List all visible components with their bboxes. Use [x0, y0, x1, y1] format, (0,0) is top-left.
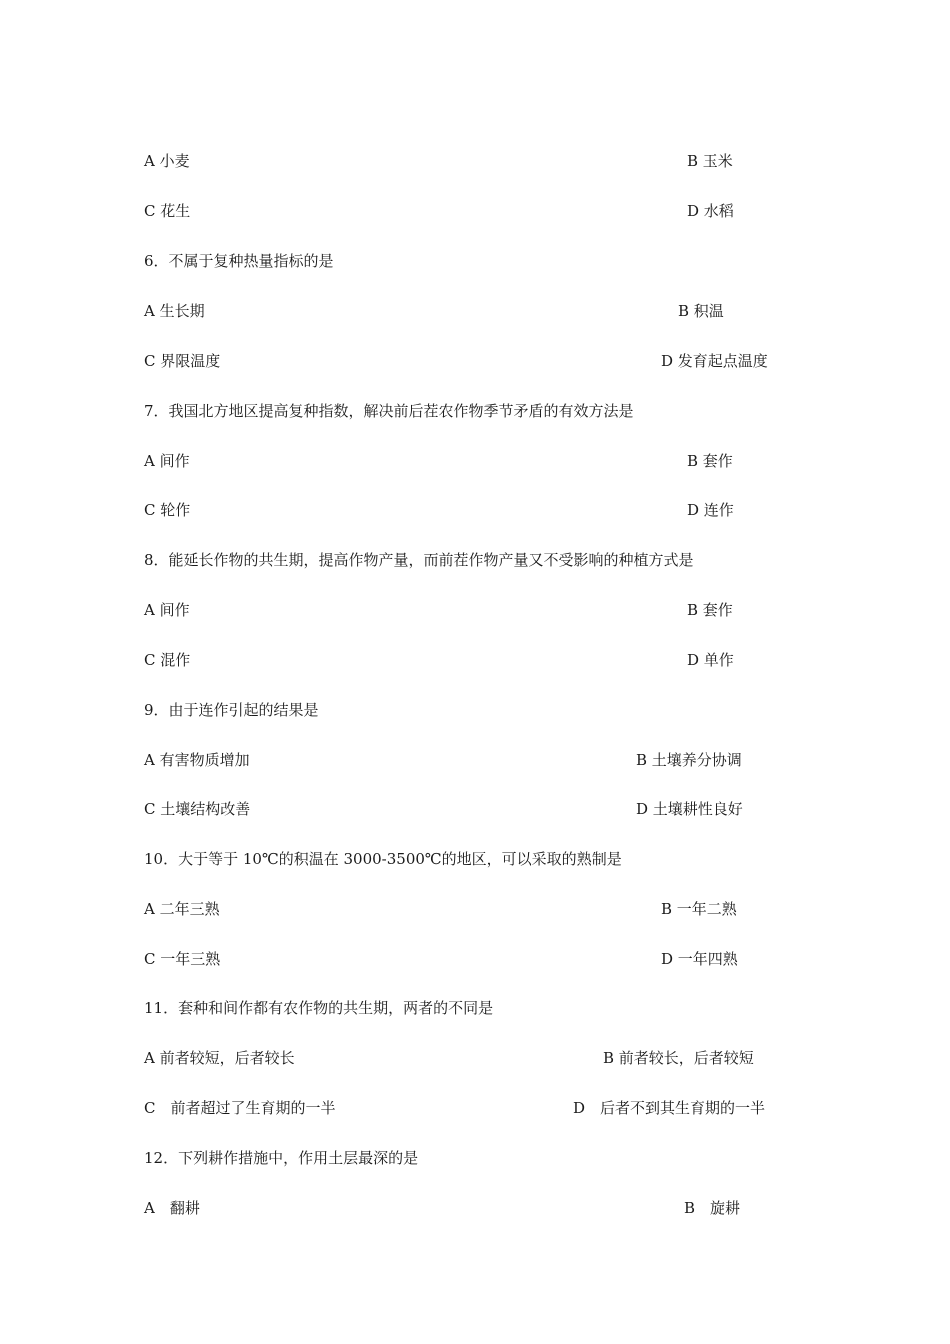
option-d: D 后者不到其生育期的一半	[573, 1099, 766, 1117]
option-d: D 发育起点温度	[661, 352, 768, 370]
option-c: C 前者超过了生育期的一半	[144, 1099, 336, 1117]
option-c: C 土壤结构改善	[144, 800, 251, 818]
option-d: D 土壤耕性良好	[636, 800, 743, 818]
option-a: A 小麦	[144, 152, 190, 170]
option-d: D 水稻	[687, 202, 734, 220]
option-b: B 套作	[687, 452, 733, 470]
option-b: B 套作	[687, 601, 733, 619]
question-9: 9．由于连作引起的结果是	[144, 701, 319, 719]
option-d: D 一年四熟	[661, 950, 738, 968]
option-c: C 一年三熟	[144, 950, 221, 968]
question-8: 8．能延长作物的共生期，提高作物产量，而前茬作物产量又不受影响的种植方式是	[144, 551, 694, 569]
option-a: A 间作	[144, 452, 190, 470]
option-d: D 单作	[687, 651, 734, 669]
question-11: 11．套种和间作都有农作物的共生期，两者的不同是	[144, 999, 494, 1017]
option-b: B 积温	[678, 302, 724, 320]
option-a: A 翻耕	[144, 1199, 200, 1217]
question-6: 6．不属于复种热量指标的是	[144, 252, 334, 270]
option-b: B 玉米	[687, 152, 733, 170]
option-b: B 土壤养分协调	[636, 751, 742, 769]
option-c: C 轮作	[144, 501, 191, 519]
option-a: A 间作	[144, 601, 190, 619]
option-c: C 混作	[144, 651, 191, 669]
option-d: D 连作	[687, 501, 734, 519]
option-b: B 一年二熟	[661, 900, 737, 918]
option-a: A 有害物质增加	[144, 751, 250, 769]
question-12: 12．下列耕作措施中，作用土层最深的是	[144, 1149, 419, 1167]
option-a: A 二年三熟	[144, 900, 220, 918]
option-b: B 旋耕	[684, 1199, 741, 1217]
option-c: C 界限温度	[144, 352, 221, 370]
question-10: 10．大于等于 10℃的积温在 3000-3500℃的地区，可以采取的熟制是	[144, 850, 622, 868]
option-c: C 花生	[144, 202, 191, 220]
option-a: A 生长期	[144, 302, 205, 320]
option-a: A 前者较短，后者较长	[144, 1049, 295, 1067]
question-7: 7．我国北方地区提高复种指数，解决前后茬农作物季节矛盾的有效方法是	[144, 402, 634, 420]
option-b: B 前者较长，后者较短	[603, 1049, 754, 1067]
